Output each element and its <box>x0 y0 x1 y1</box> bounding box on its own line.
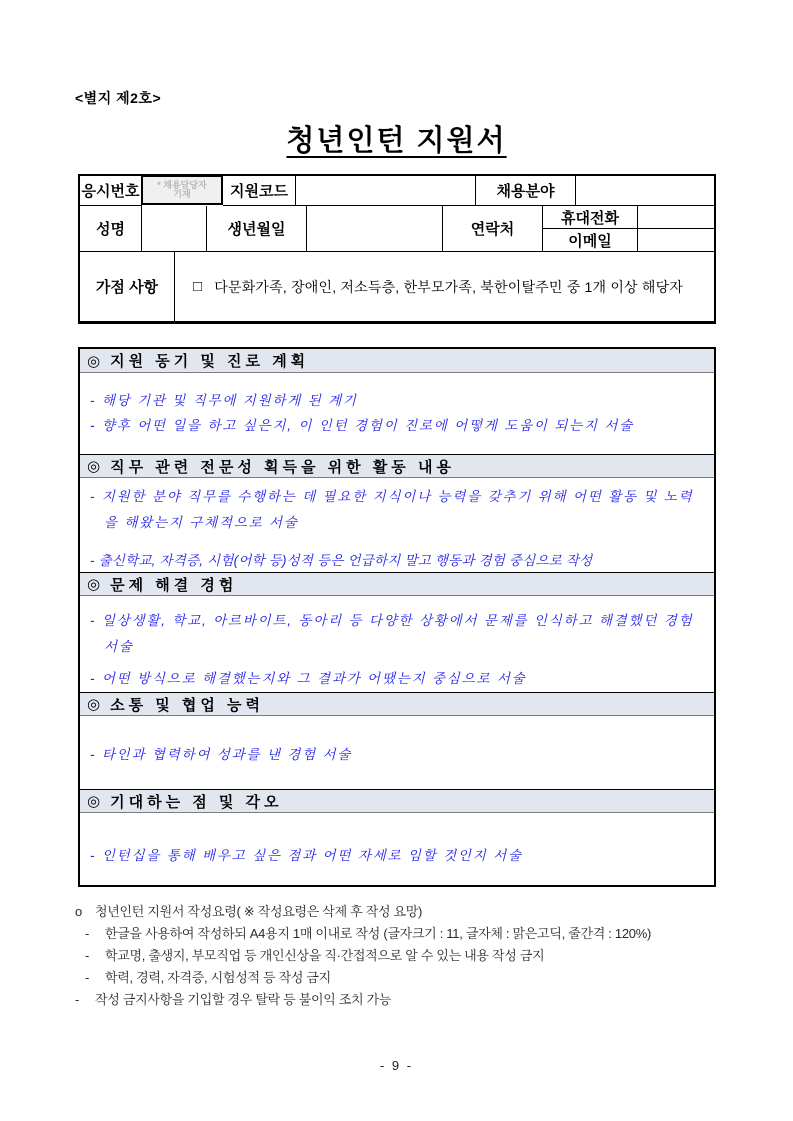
guideline-text: 청년인턴 지원서 작성요령( ※ 작성요령은 삭제 후 작성 요망) <box>95 904 423 919</box>
guide-bullet: - 인턴십을 통해 배우고 싶은 점과 어떤 자세로 임할 것인지 서술 <box>90 848 523 863</box>
guideline-bullet: - <box>85 970 90 985</box>
guideline-bullet: o <box>75 904 82 919</box>
section-header-problem-solving <box>80 572 714 596</box>
apply-number-label: 응시번호 <box>80 176 142 206</box>
email-row <box>543 229 714 252</box>
checkbox-icon: □ <box>193 278 203 295</box>
section-title: 지원 동기 및 진로 계획 <box>110 353 310 370</box>
birthdate-value-cell <box>307 206 443 252</box>
guideline-text: 한글을 사용하여 작성하되 A4용지 1매 이내로 작성 (글자크기 : 11, 글자체 : 맑은고딕, 줄간격 : 120%) <box>105 926 651 941</box>
email-label: 이메일 <box>543 229 638 252</box>
section-marker-icon: ◎ <box>87 352 101 370</box>
writing-guidelines <box>75 901 735 1011</box>
mobile-label: 휴대전화 <box>543 206 638 229</box>
birthdate-label: 생년월일 <box>207 206 307 252</box>
section-marker-icon: ◎ <box>87 696 101 713</box>
annex-label: <별지 제2호> <box>75 90 162 106</box>
section-title: 소통 및 협업 능력 <box>110 696 265 714</box>
apply-code-value-cell <box>296 176 476 206</box>
section-body-expertise <box>80 478 714 572</box>
guideline-bullet: - <box>85 926 90 941</box>
guideline-text: 학교명, 출생지, 부모직업 등 개인신상을 직·간접적으로 알 수 있는 내용 작성 금지 <box>105 948 545 963</box>
section-marker-icon: ◎ <box>87 793 101 810</box>
recruiter-note-cell <box>141 175 223 205</box>
guide-bullet: - 타인과 협력하여 성과를 낸 경험 서술 <box>90 747 353 762</box>
guideline-text: 작성 금지사항을 기입할 경우 탈락 등 불이익 조치 가능 <box>95 992 392 1007</box>
recruiter-note-line1: * 채용담당자 <box>157 179 207 190</box>
section-header-motivation <box>80 349 714 373</box>
applicant-info-table <box>78 174 716 324</box>
section-marker-icon: ◎ <box>87 458 101 475</box>
guideline-bullet: - <box>75 992 80 1007</box>
name-value-cell <box>142 206 207 252</box>
guide-bullet: - 출신학교, 자격증, 시험(어학 등)성적 등은 언급하지 말고 행동과 경험 중심으로 작성 <box>90 552 593 568</box>
section-body-expectation <box>80 813 714 885</box>
section-body-problem-solving <box>80 596 714 692</box>
section-header-expertise <box>80 454 714 478</box>
guideline-line <box>75 901 735 923</box>
info-row-4 <box>80 252 714 322</box>
guideline-line <box>75 945 735 967</box>
guideline-line <box>75 967 735 989</box>
page-number: - 9 - <box>379 1058 414 1073</box>
bonus-label: 가점 사항 <box>80 252 175 322</box>
section-title: 직무 관련 전문성 획득을 위한 활동 내용 <box>110 458 455 476</box>
section-header-expectation <box>80 789 714 813</box>
email-value-cell <box>638 229 714 252</box>
name-label: 성명 <box>80 206 142 252</box>
guideline-bullet: - <box>85 948 90 963</box>
section-body-motivation <box>80 373 714 454</box>
essay-sections-table <box>78 347 716 887</box>
guide-bullet: - 향후 어떤 일을 하고 싶은지, 이 인턴 경험이 진로에 어떻게 도움이 되는지 서술 <box>90 417 635 433</box>
apply-code-label: 지원코드 <box>223 176 296 206</box>
section-marker-icon: ◎ <box>87 576 101 593</box>
section-title: 기대하는 점 및 각오 <box>110 793 283 811</box>
guideline-text: 학력, 경력, 자격증, 시험성적 등 작성 금지 <box>105 970 331 985</box>
section-header-communication <box>80 692 714 716</box>
bonus-value-cell <box>175 252 714 322</box>
guideline-line <box>75 989 735 1011</box>
section-body-communication <box>80 716 714 789</box>
guide-bullet: - 어떤 방식으로 해결했는지와 그 결과가 어땠는지 중심으로 서술 <box>90 670 527 686</box>
mobile-row <box>543 206 714 229</box>
info-row-2-3 <box>80 206 714 252</box>
bonus-text: 다문화가족, 장애인, 저소득층, 한부모가족, 북한이탈주민 중 1개 이상 해당자 <box>214 278 684 295</box>
contact-stack <box>543 206 714 252</box>
recruit-field-value-cell <box>576 176 714 206</box>
section-title: 문제 해결 경험 <box>110 576 238 594</box>
guide-bullet: - 해당 기관 및 직무에 지원하게 된 계기 <box>90 393 358 408</box>
recruiter-note-line2: 기재 <box>173 189 191 199</box>
guide-bullet: - 일상생활, 학교, 아르바이트, 동아리 등 다양한 상황에서 문제를 인식하고 해결했던 경험 서술 <box>90 613 694 655</box>
info-row-1 <box>80 176 714 206</box>
guideline-line <box>75 923 735 945</box>
mobile-value-cell <box>638 206 714 229</box>
page-title: 청년인턴 지원서 <box>286 125 507 157</box>
contact-label: 연락처 <box>443 206 543 252</box>
recruit-field-label: 채용분야 <box>476 176 576 206</box>
guide-bullet: - 지원한 분야 직무를 수행하는 데 필요한 지식이나 능력을 갖추기 위해 어떤 활동 및 노력을 해왔는지 구체적으로 서술 <box>90 489 694 531</box>
